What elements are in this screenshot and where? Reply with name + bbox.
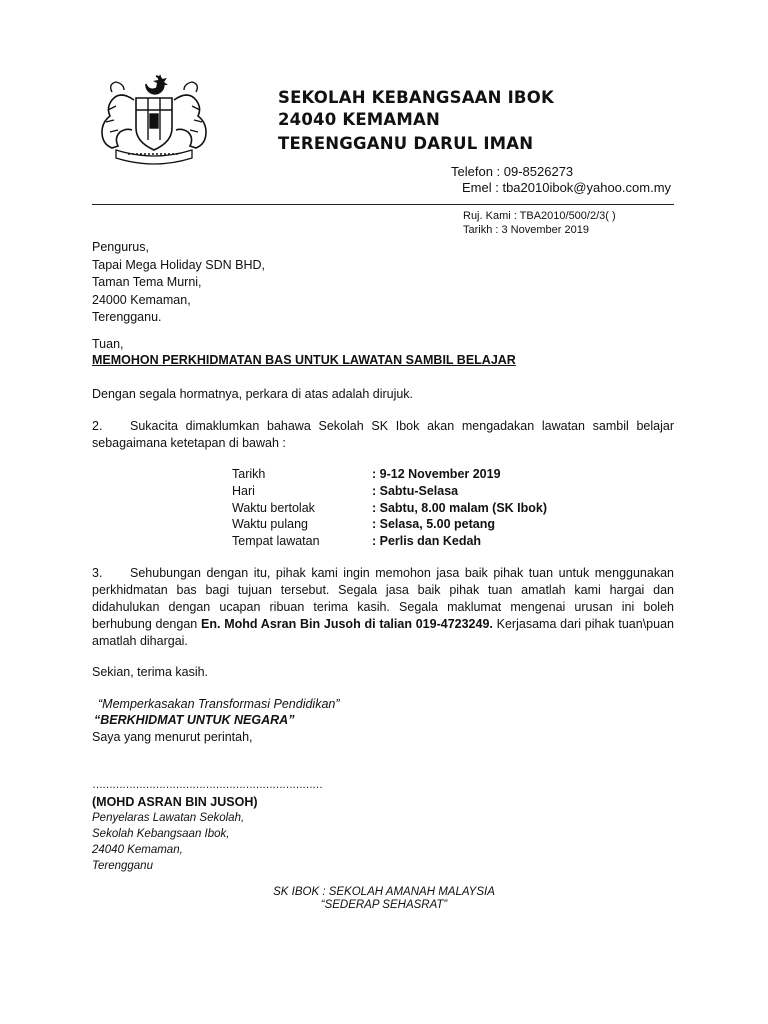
paragraph-3-closing: Kerjasama dari pihak tuan\puan amatlah dihargai. (92, 617, 674, 648)
school-postcode: 24040 KEMAMAN (278, 110, 440, 129)
detail-label: Tarikh (232, 467, 266, 481)
recipient-address (92, 239, 265, 327)
signer-line: 24040 Kemaman, (92, 844, 183, 856)
detail-value: : Selasa, 5.00 petang (372, 517, 495, 532)
paragraph-2-number: 2. (92, 419, 103, 433)
recipient-line: Taman Tema Murni, (92, 275, 202, 289)
paragraph-3-number: 3. (92, 566, 103, 580)
contact-person: En. Mohd Asran Bin Jusoh di talian 019-4723249. (201, 617, 493, 631)
recipient-line: Pengurus, (92, 240, 149, 254)
detail-label: Waktu pulang (232, 517, 308, 532)
letter-subject: MEMOHON PERKHIDMATAN BAS UNTUK LAWATAN SAMBIL BELAJAR (92, 353, 516, 367)
signer-line: Terengganu (92, 860, 153, 872)
letter-footer (0, 886, 768, 912)
detail-value: : Perlis dan Kedah (372, 534, 482, 549)
signer-name: (MOHD ASRAN BIN JUSOH) (92, 795, 258, 809)
school-letterhead (278, 87, 554, 155)
recipient-line: Terengganu. (92, 310, 162, 324)
coat-of-arms-icon (94, 70, 214, 166)
footer-line-1: SK IBOK : SEKOLAH AMANAH MALAYSIA (273, 886, 495, 898)
school-name: SEKOLAH KEBANGSAAN IBOK (278, 88, 554, 107)
signer-line: Sekolah Kebangsaan Ibok, (92, 828, 230, 840)
signer-details (92, 810, 244, 874)
detail-label: Tempat lawatan (232, 534, 320, 549)
recipient-line: 24000 Kemaman, (92, 292, 191, 307)
motto-line-1: “Memperkasakan Transformasi Pendidikan” (98, 697, 340, 711)
detail-value: : 9-12 November 2019 (372, 467, 501, 481)
motto-line-2: “BERKHIDMAT UNTUK NEGARA” (94, 713, 295, 727)
footer-line-2: “SEDERAP SEHASRAT” (320, 899, 448, 911)
paragraph-3 (92, 565, 674, 650)
signer-line: Penyelaras Lawatan Sekolah, (92, 812, 245, 824)
detail-value: : Sabtu, 8.00 malam (SK Ibok) (372, 500, 548, 515)
paragraph-2 (92, 418, 674, 452)
email-line: Emel : tba2010ibok@yahoo.com.my (462, 180, 672, 195)
detail-label: Hari (232, 483, 255, 498)
detail-value: : Sabtu-Selasa (372, 483, 459, 498)
detail-label: Waktu bertolak (232, 500, 315, 515)
phone-line: Telefon : 09-8526273 (451, 164, 574, 179)
signature-line: …………………………………………………………… (92, 779, 322, 791)
closing-line: Sekian, terima kasih. (92, 665, 209, 679)
recipient-line: Tapai Mega Holiday SDN BHD, (92, 257, 265, 272)
paragraph-1: Dengan segala hormatnya, perkara di atas adalah dirujuk. (92, 387, 414, 401)
salutation: Tuan, (92, 337, 124, 351)
school-state: TERENGGANU DARUL IMAN (278, 134, 534, 153)
paragraph-2-text: Sukacita dimaklumkan bahawa Sekolah SK Ibok akan mengadakan lawatan sambil belajar sebagaimana ketetapan di bawah : (92, 419, 674, 450)
obedient-line: Saya yang menurut perintah, (92, 730, 253, 744)
letterhead-divider (92, 204, 674, 205)
paragraph-3-text: Sehubungan dengan itu, pihak kami ingin memohon jasa baik pihak tuan untuk menggunakan perkhidmatan bas bagi tujuan tersebut. Segala jasa baik pihak tuan amatlah kami hargai dan didahulukan dengan ucapan ribuan terima kasih. Segala maklumat mengenai urusan ini boleh berhubung dengan (92, 566, 674, 631)
reference-number: Ruj. Kami : TBA2010/500/2/3( ) (463, 210, 616, 222)
letter-date: Tarikh : 3 November 2019 (463, 224, 589, 236)
